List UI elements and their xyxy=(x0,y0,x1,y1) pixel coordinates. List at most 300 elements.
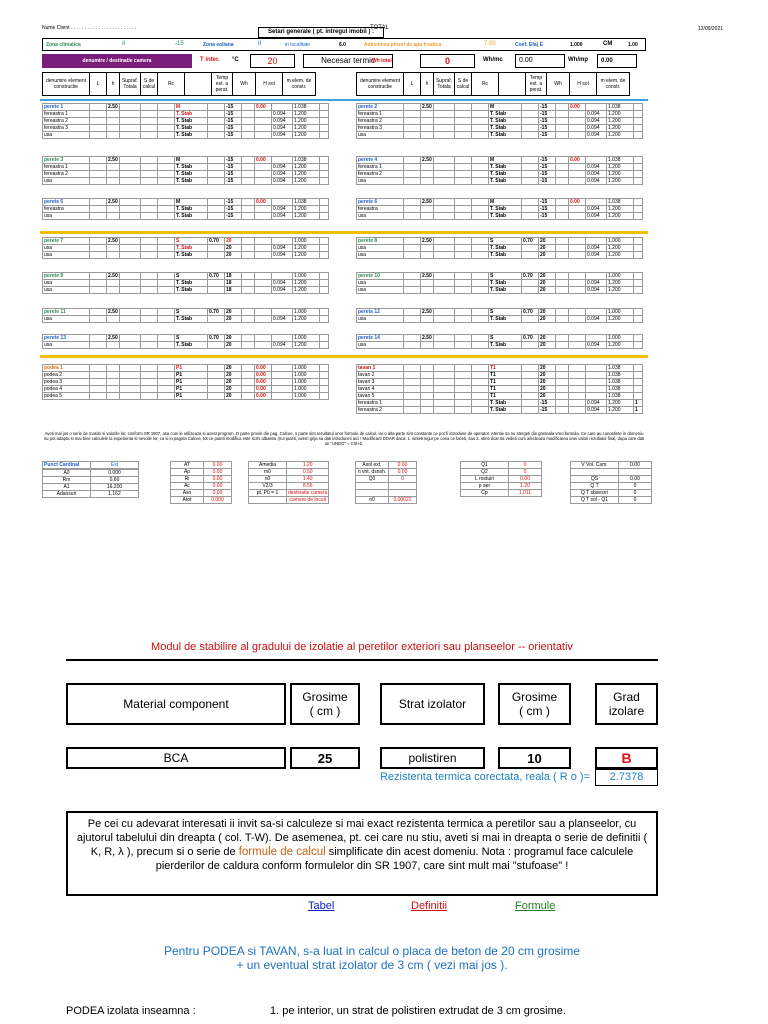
cell-v1: 0.094 xyxy=(586,213,607,220)
cell-wh xyxy=(569,335,586,342)
grey-cell xyxy=(472,316,489,323)
cell-h[interactable] xyxy=(421,171,434,178)
cm-value[interactable]: 1.00 xyxy=(628,42,638,48)
cell-h[interactable] xyxy=(107,386,120,393)
cell-v1: 0.094 xyxy=(586,132,607,139)
cell-name[interactable]: usa xyxy=(357,287,404,294)
grey-cell xyxy=(556,379,569,386)
param-table xyxy=(355,461,417,504)
cell-v1 xyxy=(586,379,607,386)
coef-value[interactable]: 1.000 xyxy=(570,42,583,48)
cell-empty xyxy=(90,178,107,185)
cell-h[interactable] xyxy=(421,280,434,287)
grey-cell xyxy=(434,273,455,280)
resistance-value: 2.7378 xyxy=(595,769,658,786)
grey-cell xyxy=(158,365,175,372)
cell-code: M xyxy=(175,157,208,164)
cell-name[interactable]: fereastra 2 xyxy=(43,171,90,178)
cell-h[interactable]: 2.50 xyxy=(108,199,118,205)
groundwater-depth-value[interactable]: 7.00 xyxy=(484,41,496,47)
grey-cell xyxy=(141,125,158,132)
cell-wh xyxy=(569,213,586,220)
cell-name[interactable]: usa xyxy=(43,342,90,349)
cell-name[interactable]: tavan 2 xyxy=(357,372,404,379)
cell-code: T. Stab xyxy=(175,132,208,139)
cell-h[interactable] xyxy=(107,245,120,252)
cell-t: -15 xyxy=(539,104,556,111)
cell-h[interactable] xyxy=(107,125,120,132)
cell-h[interactable] xyxy=(421,178,434,185)
grey-cell xyxy=(158,372,175,379)
cell-h[interactable] xyxy=(421,379,434,386)
grey-cell xyxy=(434,393,455,400)
cell-h[interactable] xyxy=(107,252,120,259)
grey-cell xyxy=(434,199,455,206)
cell-h[interactable] xyxy=(107,132,120,139)
cell-name[interactable]: usa xyxy=(43,316,90,323)
cell-v1: 0.094 xyxy=(272,245,293,252)
cell-name[interactable]: podea 2 xyxy=(43,372,90,379)
cell-v2: 1.038 xyxy=(293,199,320,206)
cell-v1: 0.094 xyxy=(272,164,293,171)
cell-v2: 1.200 xyxy=(607,252,634,259)
cell-name[interactable]: perete 2 xyxy=(357,104,404,111)
param-label: Rm xyxy=(43,477,91,484)
cell-empty xyxy=(90,386,107,393)
cell-t: 20 xyxy=(539,245,556,252)
cell-name[interactable]: podea 5 xyxy=(43,393,90,400)
cell-h[interactable] xyxy=(107,213,120,220)
table-row xyxy=(43,309,329,316)
cell-v1 xyxy=(586,309,607,316)
param-row xyxy=(171,476,232,483)
cell-name[interactable]: perete 4 xyxy=(357,157,404,164)
cell-name[interactable]: usa xyxy=(357,342,404,349)
grey-cell xyxy=(158,335,175,342)
cell-h[interactable] xyxy=(421,213,434,220)
cell-empty xyxy=(90,393,107,400)
cell-x xyxy=(320,335,329,342)
cell-t: 20 xyxy=(539,393,556,400)
param-label: Adaosuri xyxy=(43,491,91,498)
cell-t: -15 xyxy=(539,164,556,171)
param-row xyxy=(43,470,139,477)
grey-cell xyxy=(434,164,455,171)
cell-t: 20 xyxy=(225,386,242,393)
cell-t: -15 xyxy=(539,178,556,185)
cell-wh xyxy=(255,238,272,245)
cell-h[interactable]: 2.50 xyxy=(422,157,432,163)
cell-name[interactable]: perete 3 xyxy=(43,157,90,164)
cell-x xyxy=(634,171,643,178)
grey-cell xyxy=(120,379,141,386)
cell-name[interactable]: usa xyxy=(357,252,404,259)
grey-cell xyxy=(141,280,158,287)
cell-h[interactable]: 2.50 xyxy=(422,273,432,279)
cell-name[interactable]: perete 13 xyxy=(43,335,90,342)
cell-h[interactable] xyxy=(421,287,434,294)
grey-cell xyxy=(242,316,255,323)
formule-link[interactable]: Formule xyxy=(515,900,556,912)
cell-h[interactable] xyxy=(421,132,434,139)
cell-v2: 1.000 xyxy=(607,309,634,316)
cell-h[interactable] xyxy=(421,164,434,171)
cell-t: 20 xyxy=(225,342,242,349)
cell-h[interactable] xyxy=(421,372,434,379)
cell-v1 xyxy=(272,393,293,400)
cell-h[interactable] xyxy=(421,342,434,349)
cell-x xyxy=(634,199,643,206)
cell-h[interactable]: 2.50 xyxy=(108,104,118,110)
table-row xyxy=(357,393,643,400)
grey-cell xyxy=(141,238,158,245)
cell-v2: 1.200 xyxy=(293,118,320,125)
table-row xyxy=(43,171,329,178)
cell-name[interactable]: fereastra 1 xyxy=(357,400,404,407)
cell-t: 20 xyxy=(225,245,242,252)
param-label xyxy=(356,490,389,497)
cell-x xyxy=(320,157,329,164)
cell-h[interactable] xyxy=(421,206,434,213)
cell-name[interactable]: usa xyxy=(43,287,90,294)
param-label: A1 xyxy=(43,484,91,491)
grey-cell xyxy=(455,400,472,407)
grey-cell xyxy=(434,407,455,414)
cell-name[interactable]: perete 7 xyxy=(43,238,90,245)
table-row xyxy=(43,280,329,287)
cell-name[interactable]: podea 4 xyxy=(43,386,90,393)
grey-cell xyxy=(434,372,455,379)
cell-name[interactable]: tavan 5 xyxy=(357,393,404,400)
grey-cell xyxy=(455,309,472,316)
grey-cell xyxy=(455,252,472,259)
column-header: m elem. de constr. xyxy=(283,73,316,96)
cell-h[interactable] xyxy=(107,365,120,372)
grey-cell xyxy=(434,171,455,178)
insulation-input[interactable]: polistiren xyxy=(380,747,485,769)
element-section xyxy=(356,103,643,139)
table-row xyxy=(357,238,643,245)
cell-v1 xyxy=(272,335,293,342)
cell-code: M xyxy=(489,104,522,111)
param-row xyxy=(356,462,417,469)
cell-name[interactable]: fereastra 3 xyxy=(43,125,90,132)
cell-wh xyxy=(255,287,272,294)
cell-empty xyxy=(404,171,421,178)
cell-wh xyxy=(255,111,272,118)
cell-empty xyxy=(404,342,421,349)
tabel-link[interactable]: Tabel xyxy=(308,900,335,912)
grey-cell xyxy=(141,335,158,342)
grey-cell xyxy=(141,342,158,349)
cell-wh: 0.00 xyxy=(255,104,272,111)
cell-h[interactable] xyxy=(107,393,120,400)
cell-v2: 1.200 xyxy=(293,111,320,118)
cell-wh xyxy=(569,252,586,259)
grey-cell xyxy=(434,309,455,316)
cell-name[interactable]: usa xyxy=(43,213,90,220)
grey-cell xyxy=(158,104,175,111)
cell-name[interactable]: fereastra xyxy=(357,206,404,213)
cell-t: -15 xyxy=(225,104,242,111)
wind-zone-value[interactable]: II xyxy=(258,41,262,47)
cell-name[interactable]: perete 1 xyxy=(43,104,90,111)
cell-name[interactable]: fereastra 1 xyxy=(43,164,90,171)
param-row xyxy=(461,476,542,483)
cell-t: -15 xyxy=(225,199,242,206)
param-value: 0.00 xyxy=(509,476,542,483)
cell-name[interactable]: fereastra xyxy=(43,206,90,213)
cell-h[interactable] xyxy=(107,316,120,323)
cell-v2: 1.000 xyxy=(607,273,634,280)
cell-h[interactable] xyxy=(421,365,434,372)
coef-label: Coef. Efa) E xyxy=(515,42,544,48)
cell-x xyxy=(320,125,329,132)
cell-h[interactable]: 2.50 xyxy=(422,238,432,244)
cell-h[interactable]: 2.50 xyxy=(108,273,118,279)
cell-v2: 1.000 xyxy=(293,309,320,316)
grey-cell xyxy=(472,335,489,342)
grey-cell xyxy=(434,238,455,245)
cardinal-select[interactable]: Est xyxy=(91,462,139,469)
cell-h[interactable]: 2.50 xyxy=(108,335,118,341)
table-row xyxy=(43,372,329,379)
grey-cell xyxy=(242,104,255,111)
table-row xyxy=(43,386,329,393)
cell-h[interactable] xyxy=(421,407,434,414)
cell-h[interactable] xyxy=(421,386,434,393)
cell-v1: 0.094 xyxy=(586,125,607,132)
cell-v2: 1.038 xyxy=(607,157,634,164)
cell-v2: 1.200 xyxy=(293,171,320,178)
cell-t: 18 xyxy=(225,273,242,280)
cell-name[interactable]: usa xyxy=(43,252,90,259)
table-row xyxy=(357,400,643,407)
definitii-link[interactable]: Definitii xyxy=(411,900,448,912)
cell-x xyxy=(634,213,643,220)
cell-rc xyxy=(522,287,539,294)
cell-h[interactable] xyxy=(107,171,120,178)
cell-empty xyxy=(404,379,421,386)
cell-v2: 1.000 xyxy=(293,386,320,393)
cell-v1: 0.094 xyxy=(272,213,293,220)
cell-v1: 0.094 xyxy=(586,407,607,414)
cell-t: 20 xyxy=(225,372,242,379)
cell-h[interactable] xyxy=(107,164,120,171)
grey-cell xyxy=(455,393,472,400)
cell-name[interactable]: podea 3 xyxy=(43,379,90,386)
param-value: 0.00 xyxy=(619,462,652,469)
cell-h[interactable]: 2.50 xyxy=(422,335,432,341)
cell-h[interactable]: 2.50 xyxy=(108,157,118,163)
cell-name[interactable]: fereastra 2 xyxy=(357,407,404,414)
cell-name[interactable]: perete 9 xyxy=(43,273,90,280)
grade-header: Grad izolare xyxy=(595,683,658,725)
cell-name[interactable]: fereastra 2 xyxy=(43,118,90,125)
cell-name[interactable]: fereastra 1 xyxy=(357,111,404,118)
param-row xyxy=(249,462,329,469)
cell-name[interactable]: perete 12 xyxy=(357,309,404,316)
grey-cell xyxy=(472,206,489,213)
cell-h[interactable] xyxy=(107,372,120,379)
cell-h[interactable]: 2.50 xyxy=(422,104,432,110)
cell-empty xyxy=(404,287,421,294)
cell-wh xyxy=(569,407,586,414)
cell-name[interactable]: perete 11 xyxy=(43,309,90,316)
table-row xyxy=(357,118,643,125)
cell-name[interactable]: tavan 3 xyxy=(357,379,404,386)
cell-name[interactable]: usa xyxy=(43,280,90,287)
cell-empty xyxy=(404,386,421,393)
param-value: 0.000 xyxy=(204,497,232,504)
cell-h[interactable] xyxy=(107,379,120,386)
cell-t: -15 xyxy=(539,111,556,118)
param-value: 0.00 xyxy=(204,462,232,469)
cell-name[interactable]: usa xyxy=(43,178,90,185)
thickness-input-2[interactable]: 10 xyxy=(498,747,571,769)
table-row xyxy=(357,365,643,372)
cell-x xyxy=(320,104,329,111)
cell-code: S xyxy=(175,238,208,245)
cell-name[interactable]: podea 1 xyxy=(43,365,90,372)
cell-h[interactable] xyxy=(421,316,434,323)
param-value: 0 xyxy=(619,497,652,504)
cell-name[interactable]: usa xyxy=(43,132,90,139)
cell-h[interactable] xyxy=(421,245,434,252)
cell-t: 20 xyxy=(539,273,556,280)
table-row xyxy=(43,252,329,259)
param-label: Q T xyxy=(571,483,619,490)
room-name-field[interactable]: denumire / destinatie camera xyxy=(42,54,192,68)
cell-name[interactable]: tavan 4 xyxy=(357,386,404,393)
cell-x xyxy=(634,238,643,245)
cell-h[interactable] xyxy=(421,125,434,132)
grey-cell xyxy=(141,372,158,379)
cell-x xyxy=(634,178,643,185)
cell-name[interactable]: perete 14 xyxy=(357,335,404,342)
table-row xyxy=(43,335,329,342)
cell-empty xyxy=(404,111,421,118)
grey-cell xyxy=(141,245,158,252)
grey-cell xyxy=(472,199,489,206)
cell-name[interactable]: perete 10 xyxy=(357,273,404,280)
climatic-zone-value[interactable]: II xyxy=(122,41,126,47)
cell-name[interactable]: perete 5 xyxy=(43,199,90,206)
cell-h[interactable] xyxy=(421,400,434,407)
cell-name[interactable]: tavan 1 xyxy=(357,365,404,372)
table-row xyxy=(357,157,643,164)
cell-h[interactable] xyxy=(107,206,120,213)
cell-t: 20 xyxy=(539,287,556,294)
cell-name[interactable]: fereastra 2 xyxy=(357,118,404,125)
cell-t: 20 xyxy=(225,335,242,342)
cell-wh xyxy=(569,287,586,294)
cell-t: 20 xyxy=(539,372,556,379)
table-row xyxy=(43,178,329,185)
grey-cell xyxy=(120,393,141,400)
cell-h[interactable] xyxy=(107,342,120,349)
grey-cell xyxy=(434,287,455,294)
table-row xyxy=(357,125,643,132)
cell-h[interactable] xyxy=(107,178,120,185)
cell-h[interactable] xyxy=(107,280,120,287)
cell-name[interactable]: fereastra 1 xyxy=(43,111,90,118)
cell-v2: 1.200 xyxy=(293,164,320,171)
grey-cell xyxy=(472,157,489,164)
table-row xyxy=(43,365,329,372)
cell-code: M xyxy=(489,157,522,164)
grey-cell xyxy=(455,316,472,323)
cell-h[interactable]: 2.50 xyxy=(108,309,118,315)
cell-v1: 0.094 xyxy=(586,245,607,252)
cell-v2: 1.200 xyxy=(607,171,634,178)
cell-name[interactable]: usa xyxy=(357,213,404,220)
grey-cell xyxy=(158,273,175,280)
material-input[interactable]: BCA xyxy=(66,747,286,769)
cell-h[interactable] xyxy=(421,393,434,400)
grey-cell xyxy=(141,111,158,118)
cell-code: T. Stab xyxy=(489,132,522,139)
cell-h[interactable] xyxy=(107,287,120,294)
grey-cell xyxy=(158,245,175,252)
cell-empty xyxy=(90,365,107,372)
param-row xyxy=(43,491,139,498)
grey-cell xyxy=(556,206,569,213)
param-label: QS xyxy=(571,476,619,483)
element-section xyxy=(356,364,643,414)
cell-name[interactable]: usa xyxy=(357,245,404,252)
cell-v2: 1.200 xyxy=(293,206,320,213)
cell-h[interactable] xyxy=(421,118,434,125)
cell-name[interactable]: usa xyxy=(357,132,404,139)
cell-h[interactable]: 2.50 xyxy=(422,309,432,315)
cell-h[interactable] xyxy=(107,118,120,125)
cell-h[interactable]: 2.50 xyxy=(108,238,118,244)
cell-h[interactable] xyxy=(107,111,120,118)
cell-name[interactable]: fereastra 1 xyxy=(357,164,404,171)
grey-cell xyxy=(472,238,489,245)
grey-cell xyxy=(120,199,141,206)
cell-v1: 0.094 xyxy=(586,178,607,185)
thickness-input-1[interactable]: 25 xyxy=(290,747,360,769)
cell-v1: 0.094 xyxy=(586,171,607,178)
param-value: 0 xyxy=(619,490,652,497)
cell-x xyxy=(320,342,329,349)
cell-name[interactable]: fereastra 3 xyxy=(357,125,404,132)
cell-name[interactable]: usa xyxy=(43,245,90,252)
grey-cell xyxy=(472,132,489,139)
interior-temp-input[interactable]: 20 xyxy=(250,54,295,68)
cell-name[interactable]: usa xyxy=(357,178,404,185)
param-row xyxy=(171,469,232,476)
cell-h[interactable] xyxy=(421,111,434,118)
cell-name[interactable]: usa xyxy=(357,316,404,323)
cell-empty xyxy=(90,252,107,259)
cell-name[interactable]: fereastra 2 xyxy=(357,171,404,178)
param-label: m0 xyxy=(249,469,287,476)
cell-name[interactable]: perete 6 xyxy=(357,199,404,206)
cell-name[interactable]: usa xyxy=(357,280,404,287)
cell-h[interactable]: 2.50 xyxy=(422,199,432,205)
param-row xyxy=(461,490,542,497)
grey-cell xyxy=(158,118,175,125)
cell-name[interactable]: perete 8 xyxy=(357,238,404,245)
cell-h[interactable] xyxy=(421,252,434,259)
grey-cell xyxy=(556,386,569,393)
param-label: AT xyxy=(171,462,204,469)
cell-v2: 1.200 xyxy=(607,118,634,125)
cell-v2: 1.000 xyxy=(293,372,320,379)
